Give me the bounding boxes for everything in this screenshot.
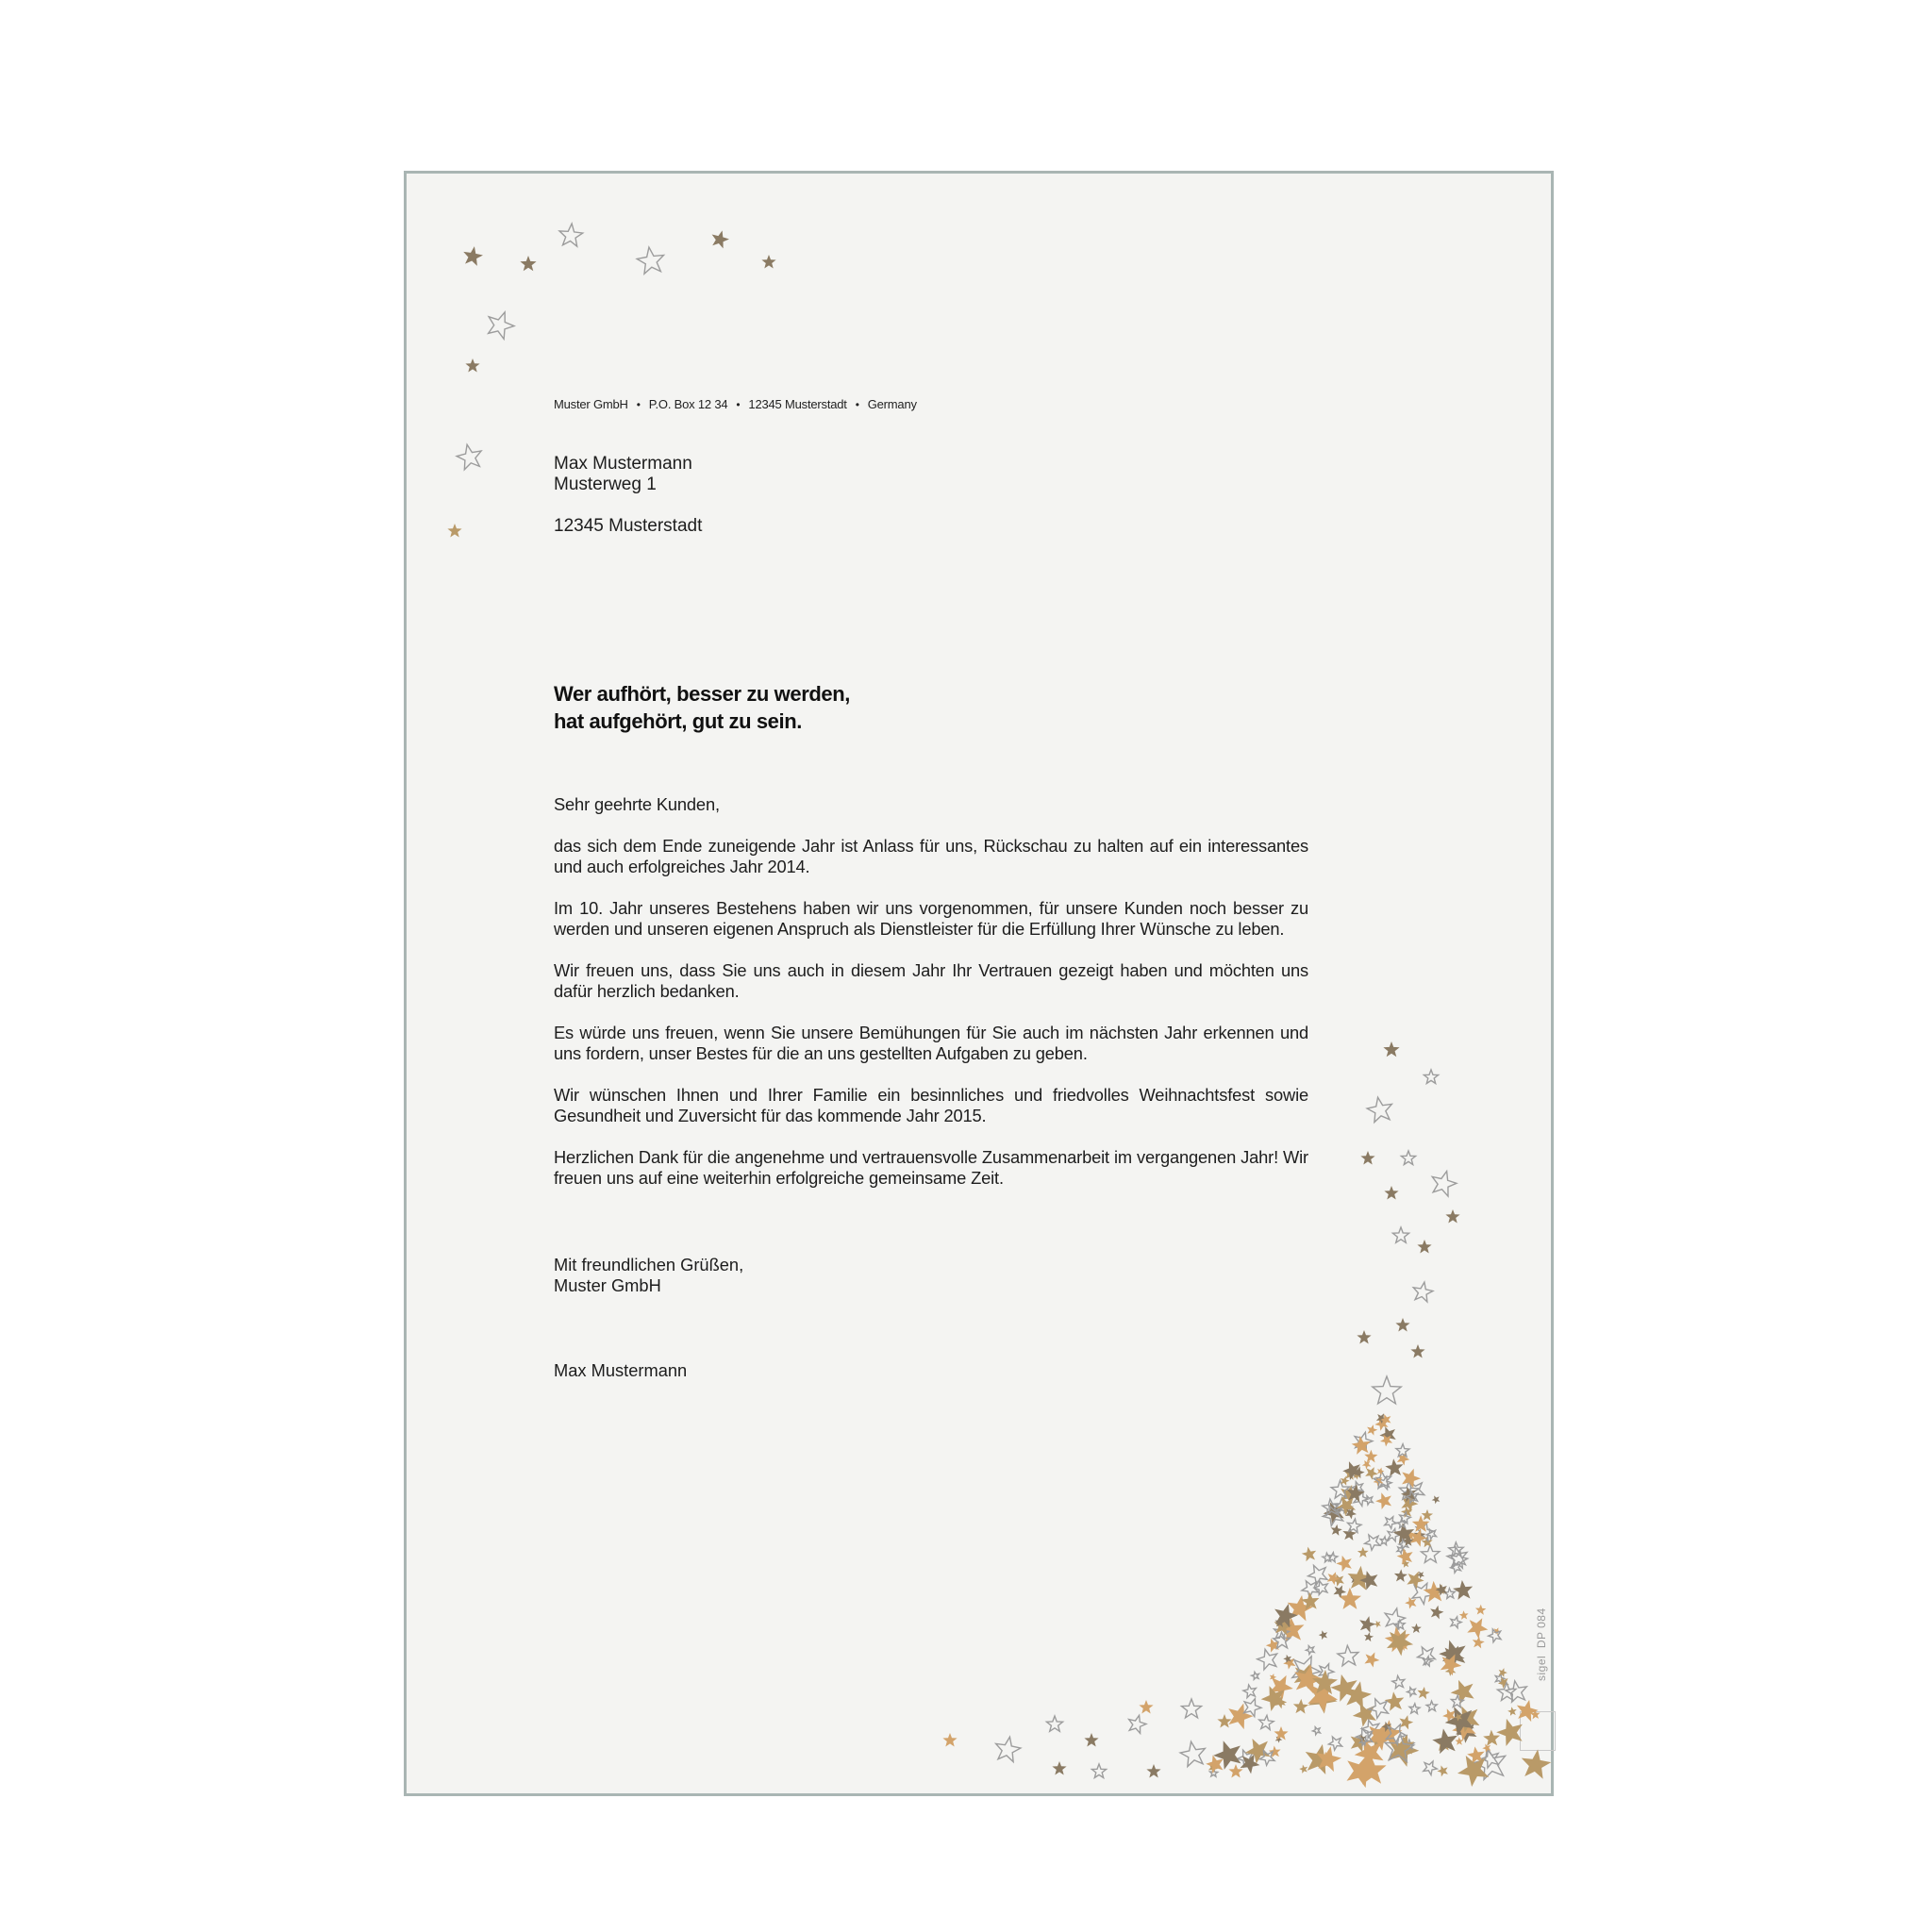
- salutation: Sehr geehrte Kunden,: [554, 794, 720, 814]
- body-paragraph: das sich dem Ende zuneigende Jahr ist Anlass für uns, Rückschau zu halten auf ein interessantes und auch erfolgreiches Jahr 2014.: [554, 836, 1308, 876]
- recipient-city: 12345 Musterstadt: [554, 516, 703, 536]
- separator-dot: •: [736, 398, 741, 411]
- closing: [554, 1255, 743, 1296]
- sender-company: Muster GmbH: [554, 397, 628, 411]
- recipient-address: [554, 454, 702, 537]
- letter-body: [554, 794, 1308, 1209]
- sender-pobox: P.O. Box 12 34: [648, 397, 728, 411]
- motto-heading: [554, 680, 850, 735]
- body-paragraph: Herzlichen Dank für die angenehme und vertrauensvolle Zusammenarbeit im vergangenen Jahr! Wir freuen uns auf eine weiterhin erfolgreiche gemeinsame Zeit.: [554, 1147, 1308, 1188]
- signer-name: Max Mustermann: [554, 1360, 688, 1380]
- motto-line-2: hat aufgehört, gut zu sein.: [554, 709, 802, 733]
- letter-sheet: [404, 171, 1554, 1796]
- body-paragraph: Im 10. Jahr unseres Bestehens haben wir uns vorgenommen, für unsere Kunden noch besser zu werden und unseren eigenen Anspruch als Dienstleister für die Erfüllung Ihrer Wünsche zu leben.: [554, 898, 1308, 939]
- recipient-name: Max Mustermann: [554, 454, 692, 474]
- brand-logo-mark: sigel DP 084: [1535, 1607, 1548, 1681]
- closing-greeting: Mit freundlichen Grüßen,: [554, 1255, 744, 1274]
- body-paragraph: Es würde uns freuen, wenn Sie unsere Bemühungen für Sie auch im nächsten Jahr erkennen und uns fordern, unser Bestes für die an uns gestellten Aufgaben zu geben.: [554, 1023, 1308, 1063]
- separator-dot: •: [636, 398, 641, 411]
- sender-address-line: [554, 397, 917, 411]
- separator-dot: •: [855, 398, 859, 411]
- motto-line-1: Wer aufhört, besser zu werden,: [554, 682, 851, 706]
- closing-company: Muster GmbH: [554, 1275, 661, 1295]
- recipient-street: Musterweg 1: [554, 475, 657, 494]
- sender-country: Germany: [867, 397, 917, 411]
- body-paragraph: Wir wünschen Ihnen und Ihrer Familie ein besinnliches und friedvolles Weihnachtsfest sowie Gesundheit und Zuversicht für das kommende Jahr 2015.: [554, 1085, 1308, 1125]
- brand-logo-box: [1520, 1711, 1556, 1751]
- sender-city: 12345 Musterstadt: [748, 397, 847, 411]
- body-paragraph: Wir freuen uns, dass Sie uns auch in diesem Jahr Ihr Vertrauen gezeigt haben und möchten uns dafür herzlich bedanken.: [554, 960, 1308, 1001]
